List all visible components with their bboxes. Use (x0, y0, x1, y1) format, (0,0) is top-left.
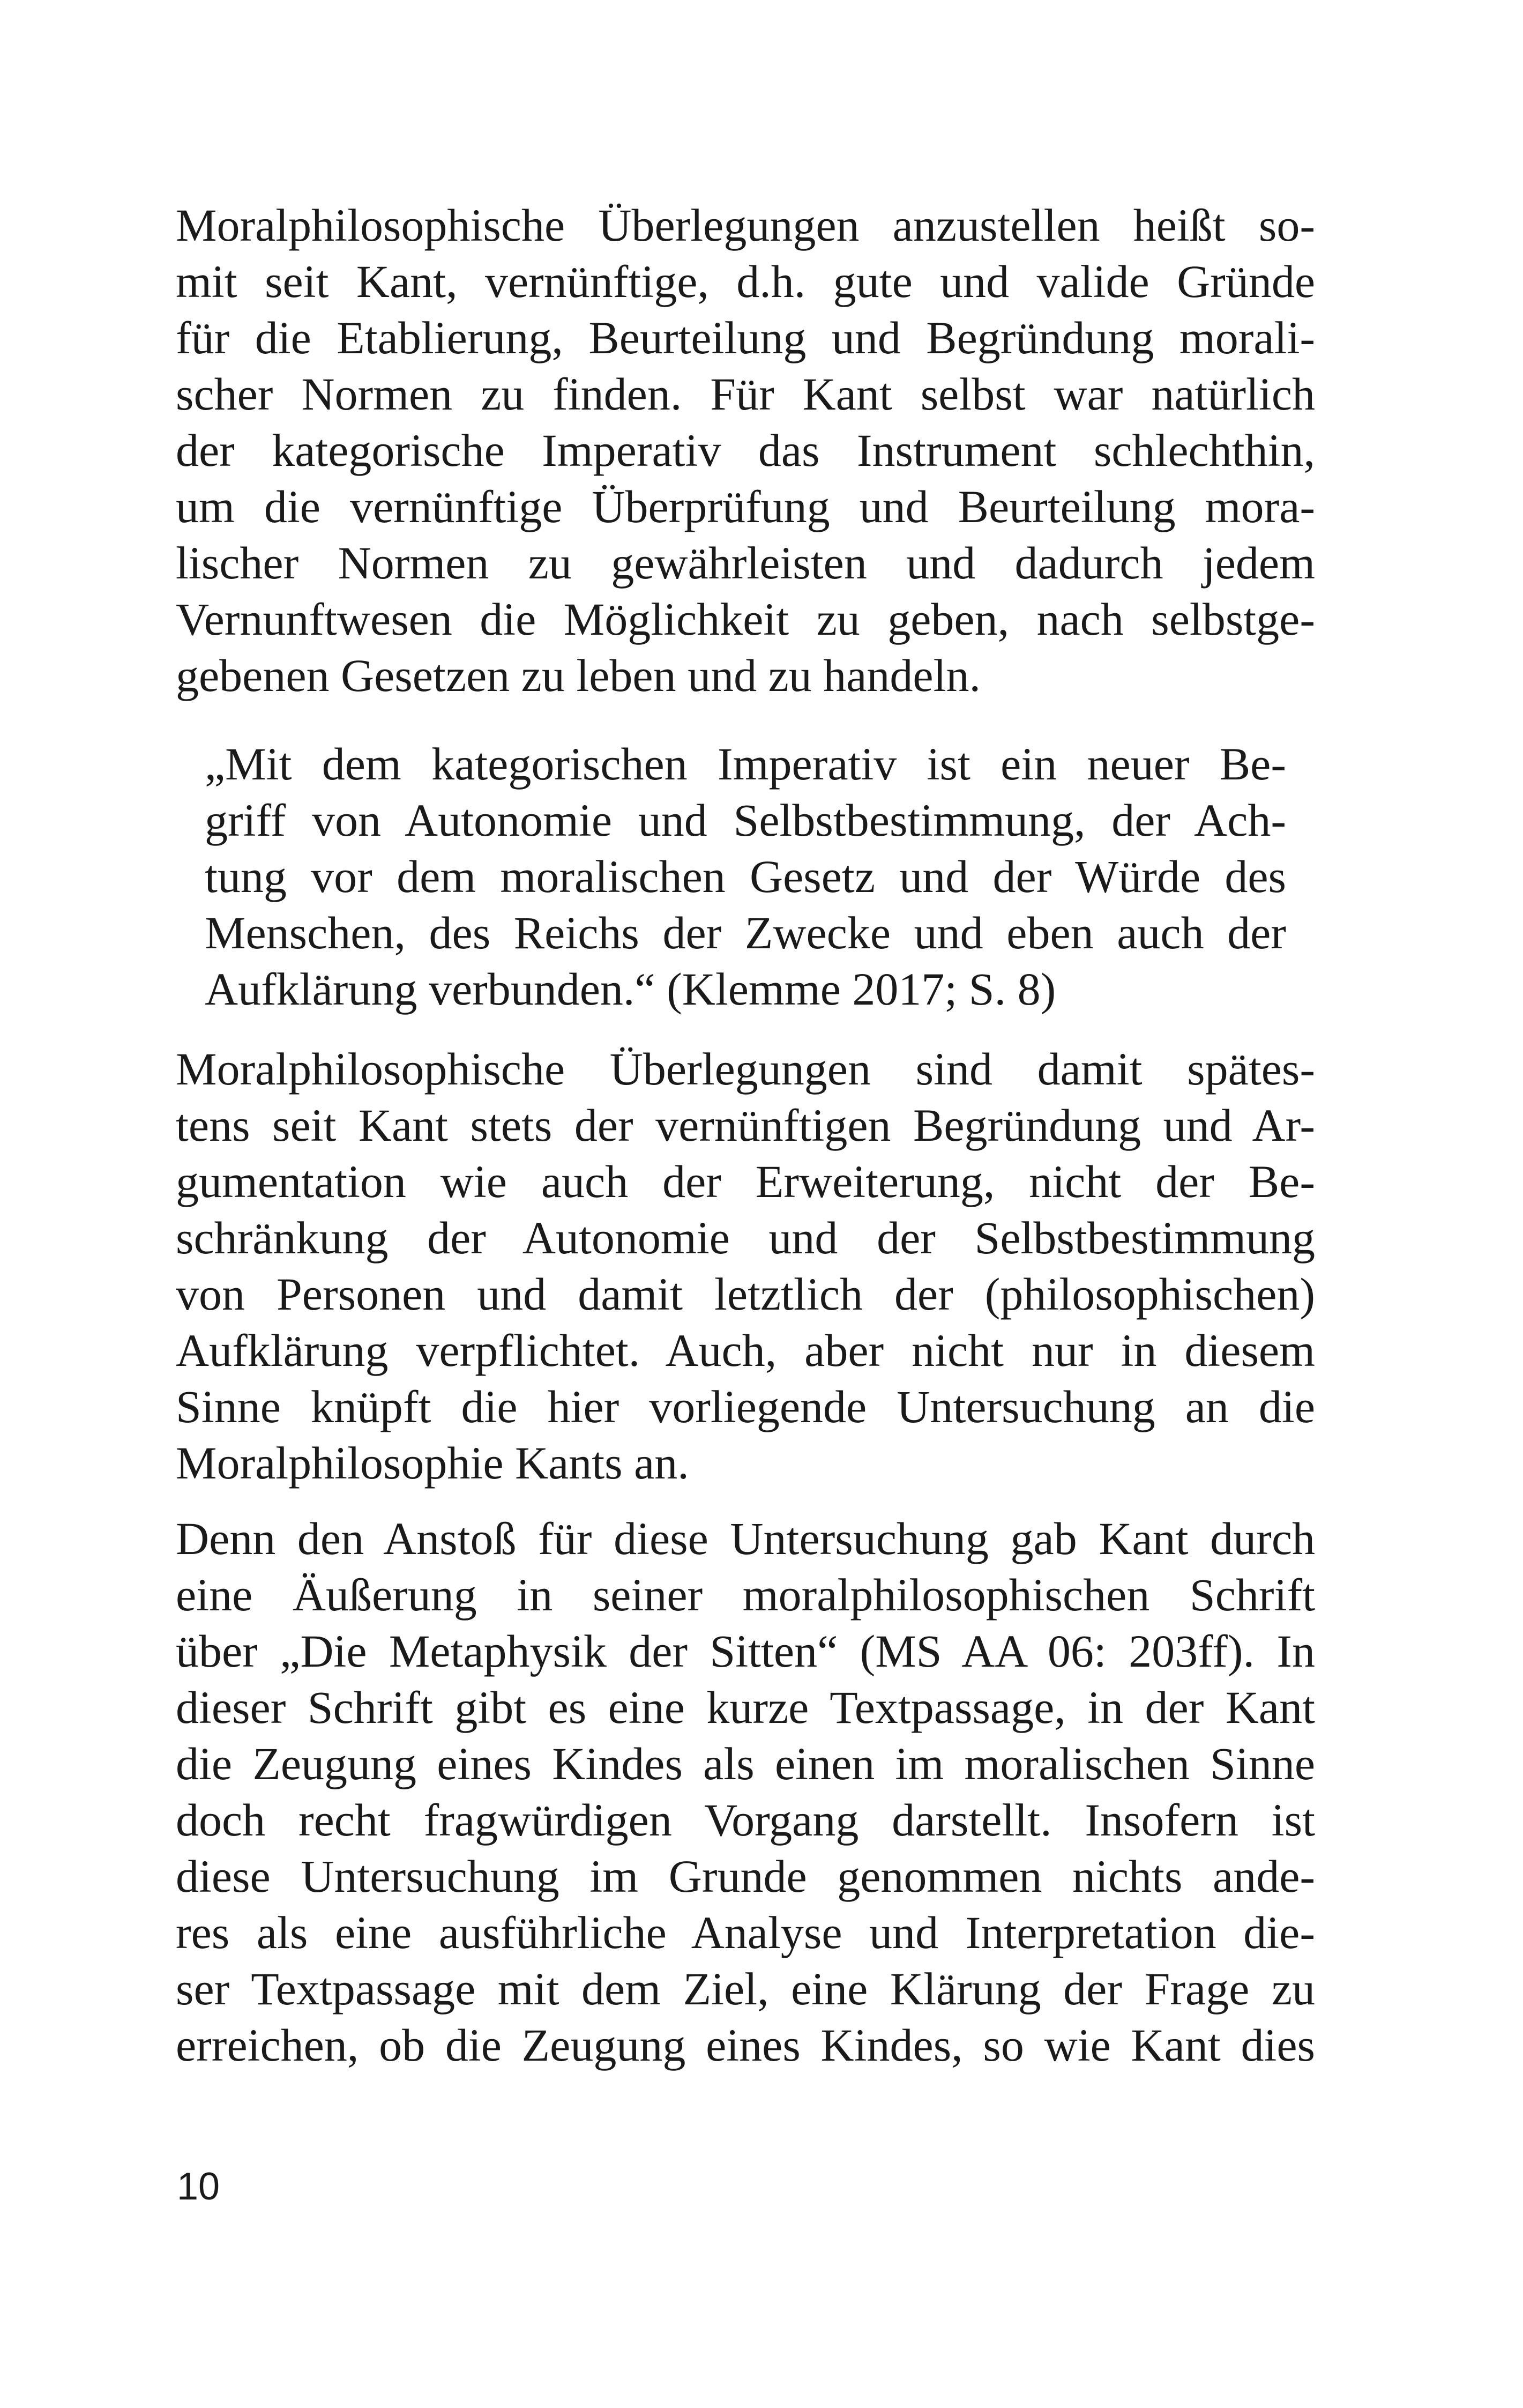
paragraph-intro (176, 197, 1315, 704)
text-line: scher Normen zu finden. Für Kant selbst war natürlich (176, 368, 1315, 420)
text-line: eine Äußerung in seiner moralphilosophischen Schrift (176, 1569, 1315, 1621)
text-line: lischer Normen zu gewährleisten und dadurch jedem (176, 537, 1315, 589)
text-line: für die Etablierung, Beurteilung und Begründung morali- (176, 312, 1315, 363)
text-line: die Zeugung eines Kindes als einen im moralischen Sinne (176, 1738, 1315, 1789)
text-line: tung vor dem moralischen Gesetz und der Würde des (205, 851, 1286, 902)
text-line: erreichen, ob die Zeugung eines Kindes, so wie Kant dies (176, 2019, 1315, 2071)
text-line: „Mit dem kategorischen Imperativ ist ein neuer Be- (205, 738, 1286, 790)
text-line: griff von Autonomie und Selbstbestimmung, der Ach- (205, 794, 1286, 846)
paragraph-body (176, 1511, 1315, 2073)
text-line: dieser Schrift gibt es eine kurze Textpassage, in der Kant (176, 1682, 1315, 1733)
text-line: über „Die Metaphysik der Sitten“ (MS AA 06: 203ff). In (176, 1625, 1315, 1677)
text-line: gebenen Gesetzen zu leben und zu handeln. (176, 650, 981, 701)
text-line: Denn den Anstoß für diese Untersuchung gab Kant durch (176, 1513, 1315, 1564)
text-line: res als eine ausführliche Analyse und Interpretation die- (176, 1907, 1315, 1958)
text-line: diese Untersuchung im Grunde genommen nichts ande- (176, 1850, 1315, 1902)
text-line: um die vernünftige Überprüfung und Beurteilung mora- (176, 481, 1315, 532)
text-line: Moralphilosophische Überlegungen anzustellen heißt so- (176, 199, 1315, 251)
text-line: Menschen, des Reichs der Zwecke und eben auch der (205, 907, 1286, 958)
text-line: Vernunftwesen die Möglichkeit zu geben, nach selbstge- (176, 593, 1315, 645)
text-line: von Personen und damit letztlich der (philosophischen) (176, 1268, 1315, 1320)
text-line: der kategorische Imperativ das Instrument schlechthin, (176, 425, 1315, 476)
page-number: 10 (177, 2165, 220, 2208)
text-line: doch recht fragwürdigen Vorgang darstellt. Insofern ist (176, 1794, 1315, 1846)
text-line: Aufklärung verpflichtet. Auch, aber nicht nur in diesem (176, 1325, 1315, 1376)
text-line: Aufklärung verbunden.“ (Klemme 2017; S. 8) (205, 963, 1056, 1015)
text-line: Moralphilosophie Kants an. (176, 1437, 689, 1489)
text-line: Sinne knüpft die hier vorliegende Untersuchung an die (176, 1381, 1315, 1432)
text-line: tens seit Kant stets der vernünftigen Begründung und Ar- (176, 1099, 1315, 1151)
text-line: gumentation wie auch der Erweiterung, nicht der Be- (176, 1156, 1315, 1207)
paragraph-body (176, 1041, 1315, 1491)
text-line: ser Textpassage mit dem Ziel, eine Klärung der Frage zu (176, 1963, 1315, 2015)
block-quote (205, 736, 1286, 1017)
text-line: Moralphilosophische Überlegungen sind damit spätes- (176, 1043, 1315, 1095)
text-line: schränkung der Autonomie und der Selbstbestimmung (176, 1212, 1315, 1264)
text-line: mit seit Kant, vernünftige, d.h. gute und valide Gründe (176, 256, 1315, 307)
